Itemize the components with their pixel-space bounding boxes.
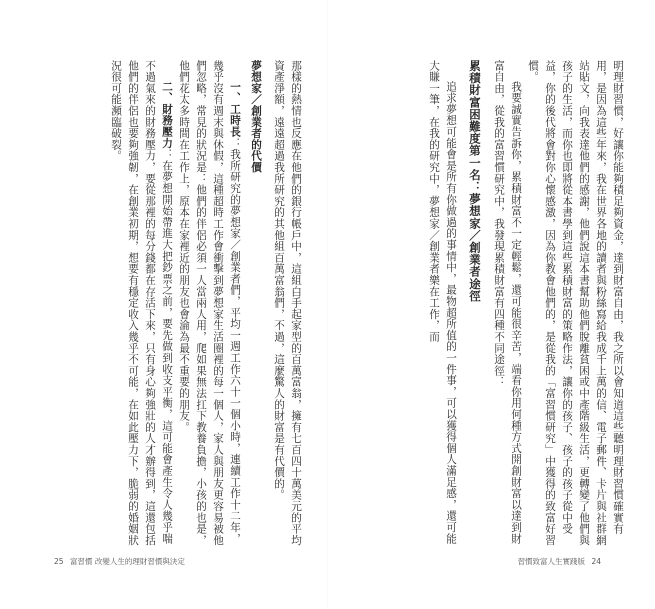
list-item [175,60,243,550]
right-page [344,60,626,550]
body-paragraph: 追求夢想可能會是所有你做過的事情中，最物超所值的一件事，可以獲得個人滿足感，還可能大賺一筆，在我的研究中，夢想家／創業者樂在工作，而 [428,60,457,545]
list-item-text: ：我所研究的夢想家／創業者們，平均一週工作六十一個小時，連續工作十二年，幾乎沒有週末與休假，這種超時工作會衝擊到夢想家生活圈裡的每一個人，家人與朋友更容易被他們忽略，常見的狀況是：他們的伴侶必須一人當兩人用，爬如果無法扛下教養負擔，小孩的也是，他們花太多時間在工作上，原本在家裡近的朋友也會淪為最不重要的朋友。 [178,60,241,546]
page-number: 24 [591,557,601,566]
running-title: 習慣致富人生實踐版 [517,557,586,566]
book-gutter [327,0,328,609]
list-item [107,60,175,550]
footer-right [518,556,605,567]
body-paragraph: 我要誠實告訴你，累積財富不一定輕鬆，還可能很辛苦，端看你用何種方式開創財富以達到財富自由，從我的富習慣研究中，我發現累積財富有四種不同途徑： [493,60,522,545]
section-heading: 累積財富困難度第一名：夢想家／創業者途徑 [468,60,482,302]
list-item-text: ：在夢想開始帶進大把鈔票之前，要先做到收支平衡，這可能會產生令人幾乎喘不過氣來的財務壓力，要從那裡的每分錢都在存活下來，只有身心夠強壯的人才辦得到，這還包括他們的伴侶也要夠強韌，在創業初期，想要有穩定收入幾乎不可能，在如此壓力下，脆弱的婚姻狀況很可能瀕臨破裂。 [110,60,173,546]
list-item-label: 二、財務壓力 [161,81,173,149]
page-number: 25 [54,557,64,566]
running-title: 富習慣 改變人生的理財習慣與決定 [69,557,185,566]
body-paragraph: 那樣的熱情也反應在他們的銀行帳戶中，這組白手起家型的百萬富翁，擁有七百四十萬美元的平均資產淨額，遠遠超過我所研究的其他組百萬富翁們，不過，這麼驚人的財富是有代價的。 [273,60,302,546]
sub-heading: 夢想家／創業者的代價 [250,60,262,173]
footer-left [50,556,185,567]
left-page [50,60,304,550]
list-item-label: 一、工時長 [229,81,241,138]
body-paragraph: 明理財習慣，好讓你能夠積足夠資金，達到財富自由，我之所以會知道這些聽明理財習慣確實有用，是因為這些年來，我在世界各地的讀者與粉絲寫給我成千上萬的信、電子郵件、卡片與社群網站貼文，向我表達他們的感謝，他們說這本書幫助他們脫離貧困或中產階級生活，更轉變了他們與孩子的生活，而你也即將從本書學到這些累積財富的策略作法，讓你的孩子、孩子的孩子從中受益，你的後代將會對你心懷感激，因為你教會他們的，是從我的「富習慣研究」中獲得的致富好習慣。 [527,60,624,546]
